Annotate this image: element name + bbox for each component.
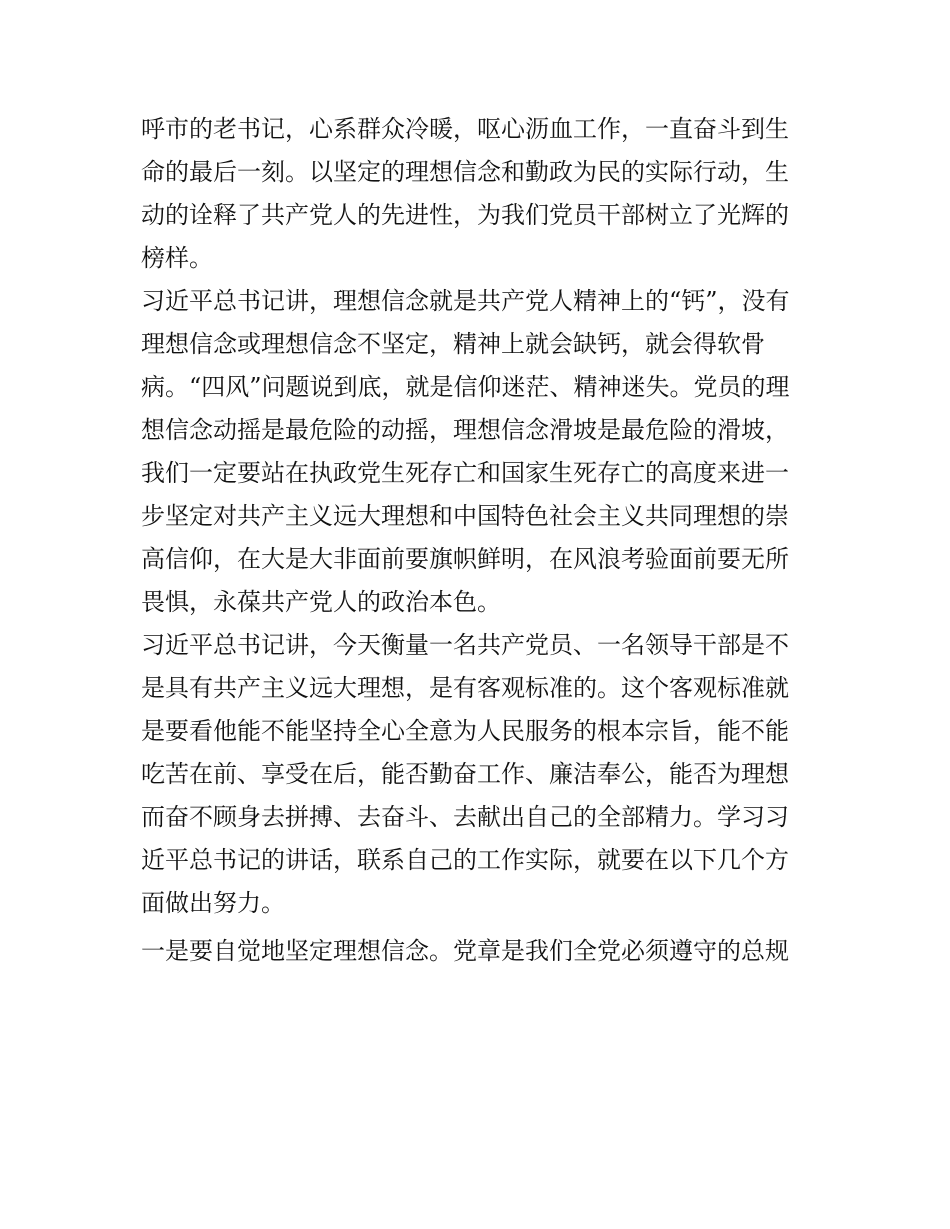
- paragraph-3: [141, 624, 813, 925]
- text-line: 病。“四风”问题说到底，就是信仰迷茫、精神迷失。党员的理: [141, 373, 790, 401]
- text-line: 是具有共产主义远大理想，是有客观标准的。这个客观标准就: [141, 674, 789, 702]
- text-line: 高信仰，在大是大非面前要旗帜鲜明，在风浪考验面前要无所: [141, 545, 789, 573]
- text-line: 而奋不顾身去拼搏、去奋斗、去献出自己的全部精力。学习习: [141, 803, 789, 831]
- text-line: 榜样。: [141, 244, 213, 272]
- text-line: 我们一定要站在执政党生死存亡和国家生死存亡的高度来进一: [141, 459, 789, 487]
- text-line: 习近平总书记讲，今天衡量一名共产党员、一名领导干部是不: [141, 631, 789, 659]
- document-body: [141, 108, 813, 973]
- text-line: 是要看他能不能坚持全心全意为人民服务的根本宗旨，能不能: [141, 717, 789, 745]
- text-line: 理想信念或理想信念不坚定，精神上就会缺钙，就会得软骨: [141, 330, 765, 358]
- text-line: 面做出努力。: [141, 889, 285, 917]
- text-line: 畏惧，永葆共产党人的政治本色。: [141, 588, 501, 616]
- text-line: 步坚定对共产主义远大理想和中国特色社会主义共同理想的崇: [141, 502, 789, 530]
- text-line: 想信念动摇是最危险的动摇，理想信念滑坡是最危险的滑坡，: [141, 416, 789, 444]
- paragraph-2: [141, 280, 813, 624]
- text-line: 近平总书记的讲话，联系自己的工作实际，就要在以下几个方: [141, 846, 789, 874]
- paragraph-4: [141, 930, 813, 973]
- text-line: 习近平总书记讲，理想信念就是共产党人精神上的“钙”，没有: [141, 287, 790, 315]
- text-line: 吃苦在前、享受在后，能否勤奋工作、廉洁奉公，能否为理想: [141, 760, 789, 788]
- text-line: 动的诠释了共产党人的先进性，为我们党员干部树立了光辉的: [141, 201, 789, 229]
- text-line: 呼市的老书记，心系群众冷暖，呕心沥血工作，一直奋斗到生: [141, 115, 789, 143]
- text-line: 命的最后一刻。以坚定的理想信念和勤政为民的实际行动，生: [141, 158, 789, 186]
- text-line: 一是要自觉地坚定理想信念。党章是我们全党必须遵守的总规: [141, 937, 789, 965]
- paragraph-1: [141, 108, 813, 280]
